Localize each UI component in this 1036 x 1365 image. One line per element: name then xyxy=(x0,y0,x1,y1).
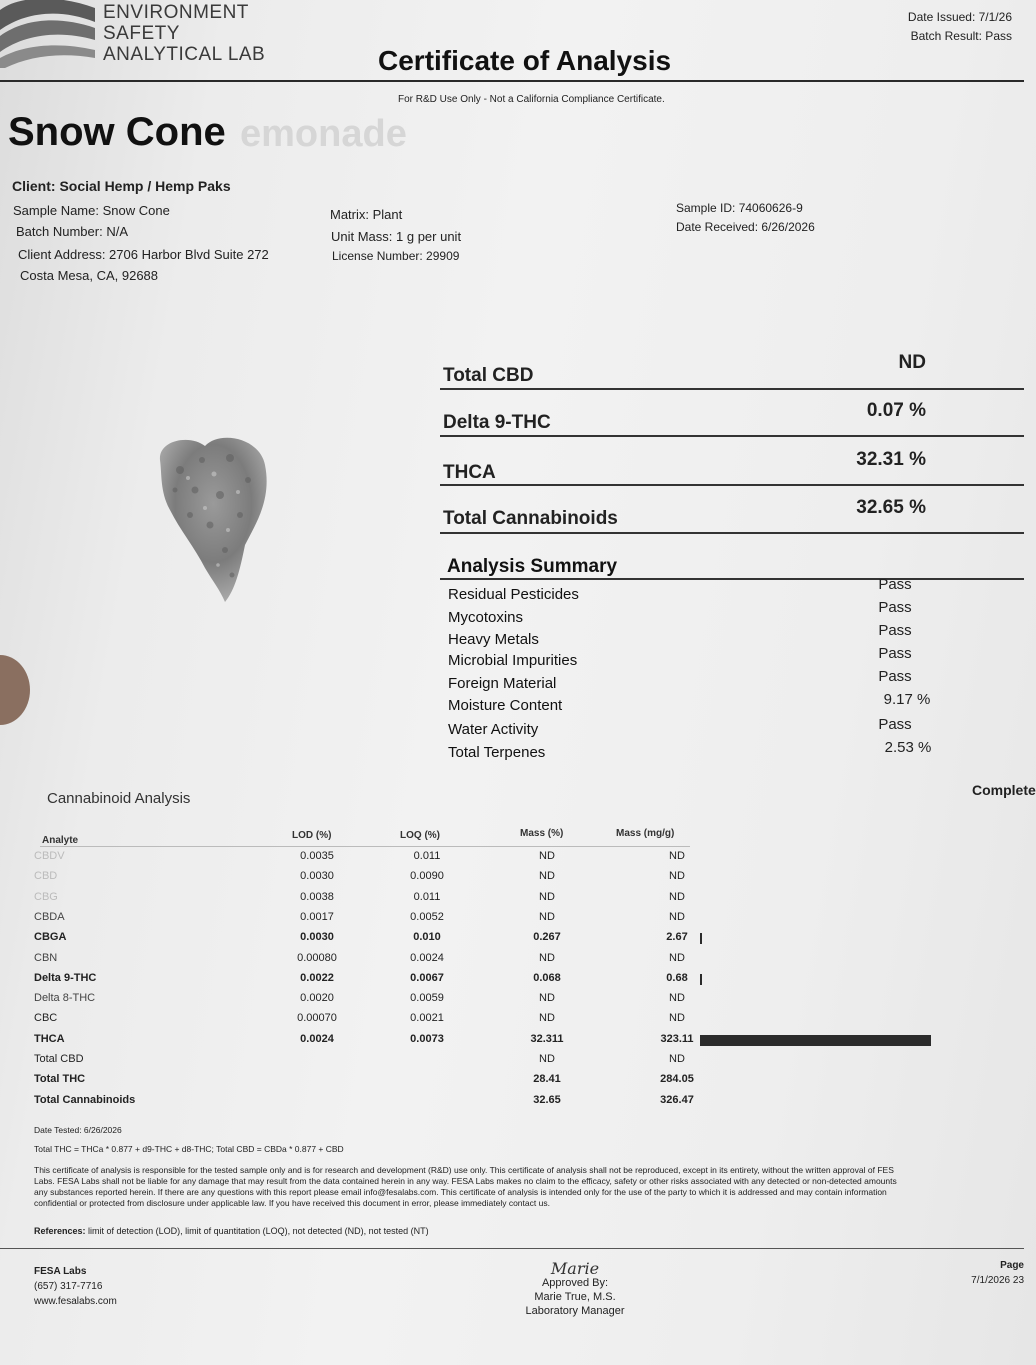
cell-mass-mg: 0.68 xyxy=(666,972,688,984)
cell-lod: 0.00080 xyxy=(297,952,337,964)
summary-item-value: 2.53 % xyxy=(884,739,932,756)
summary-item-value: Pass xyxy=(878,622,912,639)
page-info xyxy=(971,1258,1024,1288)
approver-title: Laboratory Manager xyxy=(525,1305,625,1317)
batch-number: Batch Number: N/A xyxy=(16,224,128,239)
metric-divider xyxy=(440,532,1024,534)
cell-loq: 0.010 xyxy=(413,931,441,943)
metric-delta9-value: 0.07 % xyxy=(866,400,926,421)
column-header-analyte: Analyte xyxy=(42,835,79,846)
header-divider xyxy=(0,80,1024,82)
mass-bar xyxy=(700,1035,931,1046)
sample-name: Sample Name: Snow Cone xyxy=(13,203,170,218)
document-subtitle: For R&D Use Only - Not a California Compliance Certificate. xyxy=(398,94,665,105)
total-formula: Total THC = THCa * 0.877 + d9-THC + d8-THC; Total CBD = CBDa * 0.877 + CBD xyxy=(34,1144,344,1154)
cell-loq: 0.0052 xyxy=(410,911,444,923)
metric-total-cannabinoids-value: 32.65 % xyxy=(856,497,926,518)
column-header-loq: LOQ (%) xyxy=(400,830,440,841)
cell-loq: 0.011 xyxy=(413,850,441,862)
cell-analyte: Total THC xyxy=(34,1073,86,1085)
cell-lod: 0.0030 xyxy=(300,870,334,882)
cell-mass-pct: ND xyxy=(539,1053,555,1065)
sample-photo xyxy=(150,430,280,605)
lab-name-line-3: ANALYTICAL LAB xyxy=(103,44,266,65)
summary-item-label: Foreign Material xyxy=(448,675,557,692)
references xyxy=(34,1226,429,1237)
cell-mass-pct: ND xyxy=(539,870,555,882)
cell-analyte: Delta 8-THC xyxy=(34,992,96,1004)
sample-id: Sample ID: 74060626-9 xyxy=(676,201,803,215)
metric-total-cbd-value: ND xyxy=(898,352,926,373)
cell-analyte: CBG xyxy=(34,891,58,903)
legal-disclaimer xyxy=(34,1165,1024,1209)
cell-lod: 0.0024 xyxy=(300,1033,334,1045)
client-address: Client Address: 2706 Harbor Blvd Suite 272 xyxy=(18,247,269,262)
lab-footer-name: FESA Labs xyxy=(34,1266,87,1277)
column-header-lod: LOD (%) xyxy=(292,830,332,841)
references-text: limit of detection (LOD), limit of quantitation (LOQ), not detected (ND), not tested (NT) xyxy=(88,1226,429,1236)
analysis-summary-title: Analysis Summary xyxy=(447,556,618,577)
summary-item-label: Heavy Metals xyxy=(448,631,539,648)
summary-item-label: Moisture Content xyxy=(448,697,563,714)
document-title: Certificate of Analysis xyxy=(378,45,672,76)
cell-analyte: CBDV xyxy=(34,850,65,862)
lab-name xyxy=(103,2,265,65)
cell-loq: 0.0073 xyxy=(410,1033,444,1045)
lab-website: www.fesalabs.com xyxy=(34,1296,117,1307)
summary-item-value: Pass xyxy=(878,599,912,616)
summary-item-label: Total Terpenes xyxy=(448,744,546,761)
date-received: Date Received: 6/26/2026 xyxy=(676,220,815,234)
cell-mass-mg: ND xyxy=(669,952,685,964)
page-label: Page xyxy=(1000,1260,1024,1271)
metric-divider xyxy=(440,435,1024,437)
signature: Marie xyxy=(550,1259,600,1278)
header-meta xyxy=(908,8,1012,46)
cell-lod: 0.0017 xyxy=(300,911,334,923)
metric-total-cannabinoids-label: Total Cannabinoids xyxy=(443,508,618,529)
cell-analyte: CBD xyxy=(34,870,58,882)
client-name: Client: Social Hemp / Hemp Paks xyxy=(12,178,231,194)
product-name: Snow Cone xyxy=(8,110,226,154)
cell-lod: 0.0020 xyxy=(300,992,334,1004)
thumb xyxy=(0,655,30,725)
lab-logo-mark xyxy=(0,0,95,68)
metric-divider xyxy=(440,484,1024,486)
date-tested: Date Tested: 6/26/2026 xyxy=(34,1125,122,1135)
lab-name-line-2: SAFETY xyxy=(103,23,180,44)
mass-bar xyxy=(700,974,702,985)
mass-bar xyxy=(700,933,702,944)
column-header-mass-mg: Mass (mg/g) xyxy=(616,828,675,839)
cell-mass-pct: ND xyxy=(539,952,555,964)
approved-by: Approved By: xyxy=(541,1277,609,1289)
cell-analyte: Total CBD xyxy=(34,1053,84,1065)
legal-line: any substances reported herein. If there are any questions with this report please email info@fesalabs.com. This certificate of analysis is intended only for the use of the party to which it is addressed and may contain information xyxy=(34,1187,887,1197)
approver-name: Marie True, M.S. xyxy=(534,1291,616,1303)
column-header-mass-pct: Mass (%) xyxy=(520,828,564,839)
summary-item-value: 9.17 % xyxy=(883,691,931,708)
cell-mass-pct: ND xyxy=(539,911,555,923)
cell-mass-mg: 284.05 xyxy=(660,1073,694,1085)
summary-item-label: Mycotoxins xyxy=(448,609,524,626)
cell-analyte: Total Cannabinoids xyxy=(34,1094,136,1106)
cell-mass-pct: ND xyxy=(539,1012,555,1024)
legal-line: confidential or protected from disclosure under applicable law. If you have received this document in error, please immediately contact us. xyxy=(34,1198,550,1208)
metric-total-cbd-label: Total CBD xyxy=(443,365,534,386)
footer-divider xyxy=(0,1248,1024,1249)
cell-mass-mg: ND xyxy=(669,850,685,862)
page-date: 7/1/2026 23 xyxy=(971,1275,1024,1286)
summary-item-value: Pass xyxy=(878,645,912,662)
table-header-divider xyxy=(40,846,690,847)
summary-item-label: Microbial Impurities xyxy=(448,652,578,669)
summary-item-value: Pass xyxy=(878,576,912,593)
cell-analyte: Delta 9-THC xyxy=(34,972,97,984)
cell-lod: 0.0035 xyxy=(300,850,334,862)
unit-mass: Unit Mass: 1 g per unit xyxy=(331,229,462,244)
cell-lod: 0.0022 xyxy=(300,972,334,984)
date-issued: Date Issued: 7/1/26 xyxy=(907,10,1012,24)
complete-label: Complete xyxy=(972,782,1036,798)
cell-analyte: CBDA xyxy=(34,911,65,923)
cell-mass-mg: ND xyxy=(669,1053,685,1065)
cell-lod: 0.0030 xyxy=(300,931,334,943)
product-name-faded: emonade xyxy=(240,113,407,155)
cell-lod: 0.0038 xyxy=(300,891,334,903)
summary-item-value: Pass xyxy=(878,668,912,685)
cell-mass-mg: ND xyxy=(669,911,685,923)
metric-divider xyxy=(440,388,1024,390)
cell-mass-pct: 32.65 xyxy=(533,1094,561,1106)
cell-loq: 0.0059 xyxy=(410,992,444,1004)
cell-loq: 0.0090 xyxy=(410,870,444,882)
cannabinoid-analysis-title: Cannabinoid Analysis xyxy=(47,790,191,807)
metric-thca-label: THCA xyxy=(443,462,496,483)
cell-lod: 0.00070 xyxy=(297,1012,337,1024)
references-label: References: xyxy=(34,1226,86,1236)
cell-analyte: CBN xyxy=(34,952,58,964)
cell-mass-mg: 2.67 xyxy=(666,931,688,943)
summary-item-value: Pass xyxy=(878,716,912,733)
cell-mass-pct: 0.267 xyxy=(533,931,561,943)
lab-name-line-1: ENVIRONMENT xyxy=(103,2,249,23)
cell-analyte: CBGA xyxy=(34,931,67,943)
cell-loq: 0.011 xyxy=(413,891,441,903)
cell-loq: 0.0067 xyxy=(410,972,444,984)
cell-mass-mg: ND xyxy=(669,1012,685,1024)
cell-mass-mg: 323.11 xyxy=(660,1033,694,1045)
lab-contact xyxy=(34,1264,117,1309)
metric-delta9-label: Delta 9-THC xyxy=(443,412,551,433)
cell-mass-pct: 28.41 xyxy=(533,1073,561,1085)
cell-mass-pct: ND xyxy=(539,891,555,903)
matrix: Matrix: Plant xyxy=(330,207,403,222)
batch-result: Batch Result: Pass xyxy=(910,29,1012,43)
metric-thca-value: 32.31 % xyxy=(856,449,926,470)
lab-phone: (657) 317-7716 xyxy=(34,1281,103,1292)
cell-mass-mg: ND xyxy=(669,891,685,903)
cell-mass-pct: ND xyxy=(539,850,555,862)
summary-item-label: Residual Pesticides xyxy=(448,586,579,603)
summary-item-label: Water Activity xyxy=(448,721,539,738)
legal-line: This certificate of analysis is responsible for the tested sample only and is for research and development (R&D) use only. This certificate of analysis shall not be reproduced, except in its entirety, without the written approval of FES xyxy=(34,1165,894,1175)
cell-analyte: THCA xyxy=(34,1033,65,1045)
legal-line: Labs. FESA Labs shall not be liable for any damage that may result from the data contained herein in any way. FESA Labs makes no claim to the efficacy, safety or other risks associated with any detected or non-detected amounts xyxy=(34,1176,897,1186)
cell-mass-pct: ND xyxy=(539,992,555,1004)
cell-mass-mg: ND xyxy=(669,870,685,882)
cell-analyte: CBC xyxy=(34,1012,58,1024)
cell-mass-mg: ND xyxy=(669,992,685,1004)
cell-loq: 0.0021 xyxy=(410,1012,444,1024)
cell-mass-mg: 326.47 xyxy=(660,1094,694,1106)
cell-loq: 0.0024 xyxy=(410,952,444,964)
cell-mass-pct: 0.068 xyxy=(533,972,561,984)
approval-block xyxy=(510,1259,640,1318)
cell-mass-pct: 32.311 xyxy=(530,1033,564,1045)
client-city: Costa Mesa, CA, 92688 xyxy=(20,268,159,283)
license-number: License Number: 29909 xyxy=(332,249,460,263)
